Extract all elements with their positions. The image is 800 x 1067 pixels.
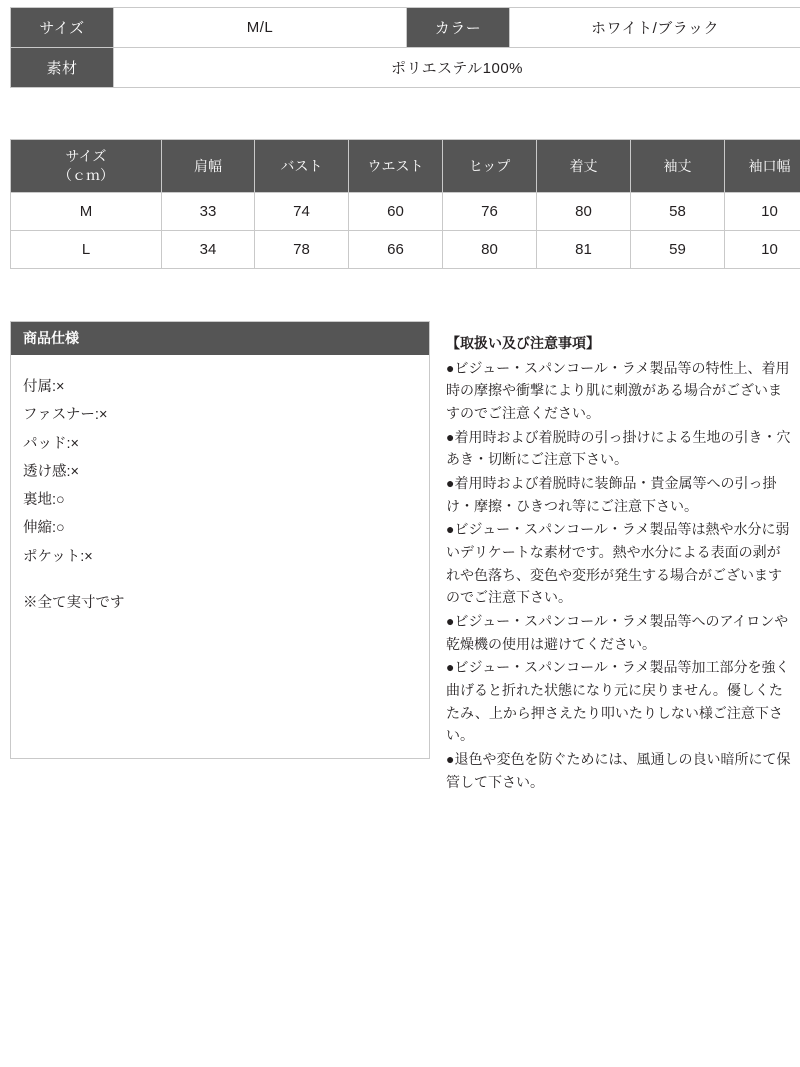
- header-sleeve-length: 袖丈: [631, 140, 725, 193]
- color-value-cell: ホワイト/ブラック: [510, 8, 800, 48]
- header-waist: ウエスト: [349, 140, 443, 193]
- list-item: 裏地:○: [23, 492, 65, 509]
- product-spec-list: [11, 355, 429, 571]
- header-shoulder: 肩幅: [162, 140, 255, 193]
- cell-waist: 60: [349, 193, 443, 231]
- cell-sleeve-length: 59: [631, 231, 725, 269]
- list-item: ポケット:×: [23, 548, 93, 565]
- size-header-line2: （ｃｍ）: [58, 167, 114, 183]
- cell-length: 81: [537, 231, 631, 269]
- material-value-cell: ポリエステル100%: [114, 48, 800, 88]
- cell-shoulder: 33: [162, 193, 255, 231]
- cell-sleeve-length: 58: [631, 193, 725, 231]
- product-spec-box: [10, 321, 430, 759]
- row-size-label: L: [11, 231, 162, 269]
- list-item: ●着用時および着脱時の引っ掛けによる生地の引き・穴あき・切断にご注意下さい。: [446, 428, 791, 468]
- list-item: ●ビジュー・スパンコール・ラメ製品等へのアイロンや乾燥機の使用は避けてください。: [446, 613, 789, 652]
- cell-hip: 80: [443, 231, 537, 269]
- size-value-cell: M/L: [114, 8, 407, 48]
- list-item: ●ビジュー・スパンコール・ラメ製品等は熱や水分に弱いデリケートな素材です。熱や水分による表面の剥がれや色落ち、変色や変形が発生する場合がございますのでご注意下さい。: [446, 521, 790, 606]
- cell-bust: 74: [255, 193, 349, 231]
- list-item: ●ビジュー・スパンコール・ラメ製品等の特性上、着用時の摩擦や衝撃により肌に刺激がある場合がございますのでご注意ください。: [446, 359, 790, 422]
- cell-cuff-width: 10: [725, 193, 800, 231]
- table-row: [11, 48, 800, 88]
- size-header-cell: [11, 140, 162, 193]
- handling-notes: [446, 332, 794, 794]
- product-spec-title: 商品仕様: [11, 322, 429, 355]
- color-label-cell: カラー: [407, 8, 510, 48]
- cell-waist: 66: [349, 231, 443, 269]
- size-measurement-table: [10, 139, 800, 269]
- cell-hip: 76: [443, 193, 537, 231]
- table-row: [11, 231, 800, 269]
- size-header-line1: サイズ: [65, 148, 107, 165]
- list-item: 伸縮:○: [23, 520, 65, 537]
- list-item: パッド:×: [23, 435, 79, 452]
- table-row: [11, 8, 800, 48]
- size-label-cell: サイズ: [11, 8, 114, 48]
- row-size-label: M: [11, 193, 162, 231]
- header-hip: ヒップ: [443, 140, 537, 193]
- cell-shoulder: 34: [162, 231, 255, 269]
- handling-notes-title: 【取扱い及び注意事項】: [446, 335, 600, 351]
- product-spec-note: ※全て実寸です: [23, 594, 125, 611]
- table-header-row: [11, 140, 800, 193]
- cell-length: 80: [537, 193, 631, 231]
- list-item: 透け感:×: [23, 463, 79, 480]
- cell-bust: 78: [255, 231, 349, 269]
- material-label-cell: 素材: [11, 48, 114, 88]
- list-item: 付属:×: [23, 379, 65, 395]
- table-row: [11, 193, 800, 231]
- header-bust: バスト: [255, 140, 349, 193]
- list-item: ファスナー:×: [23, 407, 108, 424]
- list-item: ●ビジュー・スパンコール・ラメ製品等加工部分を強く曲げると折れた状態になり元に戻りません。優しくたたみ、上から押さえたり叩いたりしない様ご注意下さい。: [446, 659, 790, 744]
- product-attribute-table: [10, 7, 800, 88]
- list-item: ●退色や変色を防ぐためには、風通しの良い暗所にて保管して下さい。: [446, 751, 791, 790]
- header-length: 着丈: [537, 140, 631, 193]
- list-item: ●着用時および着脱時に装飾品・貴金属等への引っ掛け・摩擦・ひきつれ等にご注意下さい。: [446, 475, 777, 514]
- cell-cuff-width: 10: [725, 231, 800, 269]
- header-cuff-width: 袖口幅: [725, 140, 800, 193]
